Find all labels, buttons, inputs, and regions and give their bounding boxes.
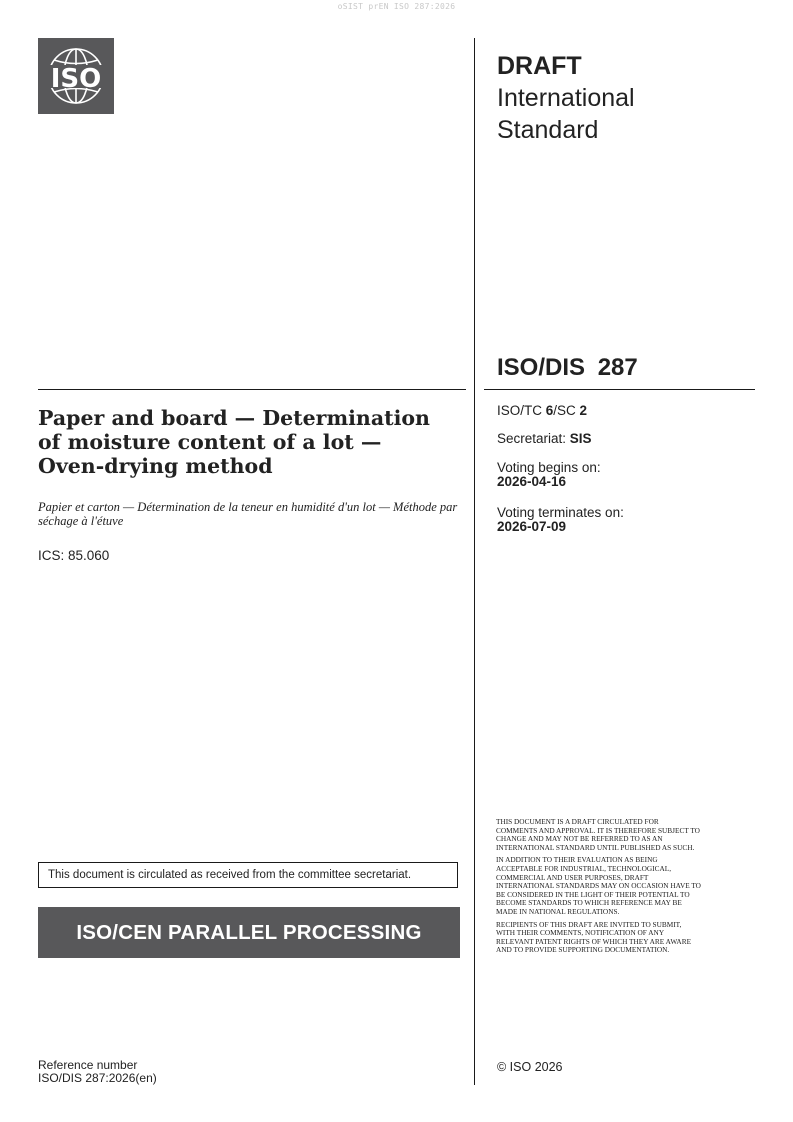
draft-disclaimer [496, 818, 701, 959]
horizontal-divider-left [38, 389, 466, 390]
voting-ends [497, 506, 624, 534]
reference-value: ISO/DIS 287:2026(en) [38, 1071, 157, 1085]
secretariat-label: Secretariat: [497, 431, 570, 446]
horizontal-divider-right [484, 389, 755, 390]
iso-logo [38, 38, 114, 114]
sc-number: 2 [579, 403, 588, 418]
sc-prefix: /SC [553, 403, 580, 418]
draft-label: DRAFT [497, 52, 582, 80]
header-document-code: oSIST prEN ISO 287:2026 [337, 2, 456, 11]
voting-ends-label: Voting terminates on: [497, 505, 624, 520]
document-title-fr: Papier et carton — Détermination de la teneur en humidité d'un lot — Méthode par séchage à l'étuve [38, 500, 458, 528]
disclaimer-paragraph: IN ADDITION TO THEIR EVALUATION AS BEING ACCEPTABLE FOR INDUSTRIAL, TECHNOLOGICAL, COMMERCIAL AND USER PURPOSES, DRAFT INTERNATIONAL STANDARDS MAY ON OCCASION HAVE TO BE CONSIDERED IN THE LIGHT OF THEIR POTENTIAL TO BECOME STANDARDS TO WHICH REFERENCE MAY BE MADE IN NATIONAL REGULATIONS. [496, 855, 701, 916]
tc-number: 6 [545, 403, 554, 418]
tc-prefix: ISO/TC [497, 403, 546, 418]
committee-info [497, 404, 587, 418]
vertical-divider [474, 38, 475, 1085]
copyright: © ISO 2026 [497, 1060, 563, 1074]
document-title-en: Paper and board — Determination of moisture content of a lot — Oven-drying method [38, 406, 430, 478]
reference-label: Reference number [38, 1058, 138, 1072]
logo-text: ISO [50, 64, 102, 94]
voting-begins-label: Voting begins on: [497, 460, 601, 475]
voting-begins [497, 461, 601, 489]
voting-ends-date: 2026-07-09 [497, 519, 567, 534]
voting-begins-date: 2026-04-16 [497, 474, 567, 489]
circulation-notice: This document is circulated as received from the committee secretariat. [38, 862, 458, 888]
disclaimer-paragraph: RECIPIENTS OF THIS DRAFT ARE INVITED TO SUBMIT, WITH THEIR COMMENTS, NOTIFICATION OF ANY RELEVANT PATENT RIGHTS OF WHICH THEY ARE AWARE AND TO PROVIDE SUPPORTING DOCUMENTATION. [496, 919, 692, 955]
secretariat-value: SIS [569, 431, 592, 446]
draft-heading [497, 50, 635, 146]
iso-globe-logo-icon [38, 38, 114, 114]
draft-line-standard: Standard [497, 116, 599, 144]
document-number: ISO/DIS 287 [497, 354, 638, 381]
draft-line-international: International [497, 84, 635, 112]
ics-code: ICS: 85.060 [38, 548, 110, 563]
reference-number [38, 1059, 157, 1085]
disclaimer-paragraph: THIS DOCUMENT IS A DRAFT CIRCULATED FOR COMMENTS AND APPROVAL. IT IS THEREFORE SUBJECT TO CHANGE AND MAY NOT BE REFERRED TO AS AN INTERNATIONAL STANDARD UNTIL PUBLISHED AS SUCH. [496, 817, 700, 852]
parallel-processing-banner: ISO/CEN PARALLEL PROCESSING [38, 907, 460, 958]
secretariat-info [497, 432, 592, 446]
